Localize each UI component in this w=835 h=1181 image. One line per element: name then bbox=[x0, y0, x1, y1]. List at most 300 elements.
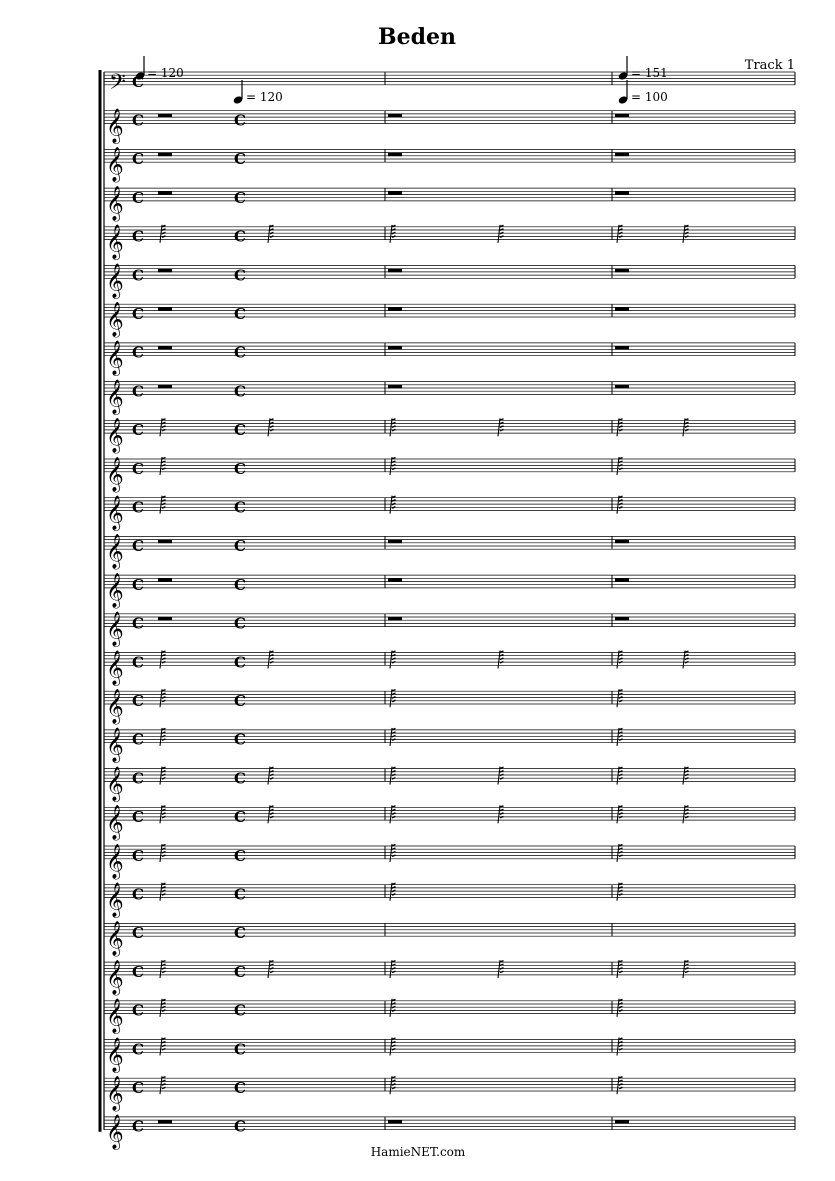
staff bbox=[104, 109, 795, 145]
flag-stem bbox=[390, 689, 392, 707]
flag-glyph bbox=[160, 767, 166, 785]
whole-rest-icon bbox=[388, 578, 402, 582]
flag-hook bbox=[619, 1010, 622, 1012]
flag-glyph bbox=[498, 651, 504, 669]
whole-rest-icon bbox=[388, 617, 402, 621]
flag-hook bbox=[162, 1006, 166, 1008]
flag-stem bbox=[390, 844, 392, 862]
time-signature: C bbox=[234, 575, 246, 594]
flag-hook bbox=[500, 662, 503, 664]
treble-clef-icon: 𝄞 bbox=[106, 882, 124, 918]
flag-glyph bbox=[390, 960, 396, 978]
flag-hook bbox=[685, 816, 688, 818]
treble-clef-icon: 𝄞 bbox=[106, 611, 124, 647]
staff bbox=[104, 650, 795, 686]
flag-hook bbox=[270, 662, 273, 664]
flag-hook bbox=[162, 429, 165, 431]
flag-glyph bbox=[498, 767, 504, 785]
flag-hook bbox=[162, 468, 165, 470]
flag-glyph bbox=[390, 844, 396, 862]
flag-stem bbox=[617, 689, 619, 707]
whole-rest-icon bbox=[388, 191, 402, 195]
flag-hook bbox=[685, 662, 688, 664]
flag-hook bbox=[619, 662, 622, 664]
flag-glyph bbox=[617, 1076, 623, 1094]
time-signature: C bbox=[234, 653, 246, 672]
time-signature: C bbox=[234, 614, 246, 633]
time-signature: C bbox=[132, 150, 144, 169]
tempo-text: = 100 bbox=[631, 90, 668, 104]
flag-stem bbox=[617, 1076, 619, 1094]
time-signature: C bbox=[132, 962, 144, 981]
flag-hook bbox=[500, 813, 504, 815]
treble-clef-icon: 𝄞 bbox=[106, 224, 124, 260]
flag-stem bbox=[390, 1038, 392, 1056]
flag-stem bbox=[390, 960, 392, 978]
score-title: Beden bbox=[378, 24, 456, 50]
flag-stem bbox=[498, 960, 500, 978]
whole-rest-icon bbox=[388, 1120, 402, 1124]
time-signature: C bbox=[132, 111, 144, 130]
flag-hook bbox=[392, 1087, 395, 1089]
flag-glyph bbox=[160, 457, 166, 475]
flag-glyph bbox=[683, 960, 689, 978]
flag-hook bbox=[619, 894, 622, 896]
flag-stem bbox=[617, 883, 619, 901]
whole-rest-icon bbox=[388, 385, 402, 389]
flag-glyph bbox=[390, 225, 396, 243]
time-signature: C bbox=[132, 924, 144, 943]
flag-stem bbox=[268, 960, 270, 978]
flag-glyph bbox=[617, 844, 623, 862]
flag-hook bbox=[162, 697, 166, 699]
flag-hook bbox=[162, 465, 166, 467]
flag-hook bbox=[619, 739, 622, 741]
staff bbox=[104, 263, 795, 299]
time-signature: C bbox=[234, 1040, 246, 1059]
flag-hook bbox=[270, 429, 273, 431]
flag-hook bbox=[619, 774, 623, 776]
flag-hook bbox=[392, 662, 395, 664]
flag-hook bbox=[619, 890, 623, 892]
flag-stem bbox=[390, 457, 392, 475]
flag-glyph bbox=[617, 225, 623, 243]
staff bbox=[104, 534, 795, 570]
treble-clef-icon: 𝄞 bbox=[106, 418, 124, 454]
flag-stem bbox=[498, 767, 500, 785]
flag-stem bbox=[617, 960, 619, 978]
flag-glyph bbox=[617, 689, 623, 707]
treble-clef-icon: 𝄞 bbox=[106, 921, 124, 957]
tempo-mark-second bbox=[233, 80, 283, 105]
treble-clef-icon: 𝄞 bbox=[106, 843, 124, 879]
flag-stem bbox=[160, 689, 162, 707]
flag-hook bbox=[162, 1087, 165, 1089]
time-signature: C bbox=[132, 1001, 144, 1020]
staff bbox=[104, 883, 795, 919]
flag-hook bbox=[500, 968, 504, 970]
flag-stem bbox=[160, 1038, 162, 1056]
flag-hook bbox=[162, 1010, 165, 1012]
flag-glyph bbox=[617, 728, 623, 746]
flag-hook bbox=[270, 778, 273, 780]
staff bbox=[104, 573, 795, 609]
staff bbox=[104, 457, 795, 493]
flag-hook bbox=[619, 426, 623, 428]
treble-clef-icon: 𝄞 bbox=[106, 1114, 124, 1150]
staff bbox=[104, 379, 795, 415]
flag-hook bbox=[500, 426, 504, 428]
time-signature: C bbox=[132, 1079, 144, 1097]
time-signature: C bbox=[132, 575, 144, 594]
flag-stem bbox=[160, 767, 162, 785]
flag-glyph bbox=[160, 1038, 166, 1056]
flag-glyph bbox=[683, 418, 689, 436]
time-signature: C bbox=[132, 692, 144, 710]
flag-glyph bbox=[160, 496, 166, 514]
time-signature: C bbox=[132, 614, 144, 633]
time-signature: C bbox=[234, 692, 246, 710]
time-signature: C bbox=[234, 846, 246, 865]
staff bbox=[104, 844, 795, 880]
instrument-label: Track 1 bbox=[744, 58, 795, 73]
whole-rest-icon bbox=[615, 346, 629, 350]
flag-stem bbox=[390, 883, 392, 901]
flag-hook bbox=[392, 429, 395, 431]
flag-stem bbox=[390, 999, 392, 1017]
flag-hook bbox=[392, 739, 395, 741]
flag-hook bbox=[162, 426, 166, 428]
flag-hook bbox=[392, 465, 396, 467]
time-signature: C bbox=[132, 382, 144, 401]
flag-hook bbox=[619, 1006, 623, 1008]
flag-hook bbox=[392, 894, 395, 896]
flag-hook bbox=[162, 232, 166, 234]
flag-hook bbox=[392, 1084, 396, 1086]
whole-rest-icon bbox=[615, 307, 629, 311]
flag-stem bbox=[160, 225, 162, 243]
flag-hook bbox=[392, 816, 395, 818]
footer-credit: HamieNET.com bbox=[370, 1145, 466, 1159]
flag-hook bbox=[619, 236, 622, 238]
flag-hook bbox=[392, 697, 396, 699]
flag-hook bbox=[392, 1049, 395, 1051]
flag-hook bbox=[392, 503, 396, 505]
flag-stem bbox=[160, 883, 162, 901]
flag-hook bbox=[500, 778, 503, 780]
flag-stem bbox=[683, 225, 685, 243]
flag-hook bbox=[162, 503, 166, 505]
flag-hook bbox=[619, 232, 623, 234]
treble-clef-icon: 𝄞 bbox=[106, 379, 124, 415]
treble-clef-icon: 𝄞 bbox=[106, 108, 124, 144]
flag-glyph bbox=[617, 457, 623, 475]
flag-glyph bbox=[617, 883, 623, 901]
flag-glyph bbox=[160, 960, 166, 978]
whole-rest-icon bbox=[158, 153, 172, 157]
flag-hook bbox=[392, 855, 395, 857]
flag-hook bbox=[685, 429, 688, 431]
flag-hook bbox=[500, 658, 504, 660]
staff bbox=[104, 1076, 795, 1112]
flag-stem bbox=[617, 418, 619, 436]
flag-hook bbox=[619, 503, 623, 505]
treble-clef-icon: 𝄞 bbox=[106, 689, 124, 724]
treble-clef-icon: 𝄞 bbox=[106, 805, 124, 841]
flag-hook bbox=[162, 890, 166, 892]
time-signature: C bbox=[234, 266, 246, 285]
flag-hook bbox=[619, 855, 622, 857]
flag-hook bbox=[392, 426, 396, 428]
staff bbox=[104, 805, 795, 841]
flag-hook bbox=[392, 468, 395, 470]
staff bbox=[104, 999, 795, 1035]
flag-hook bbox=[619, 1087, 622, 1089]
flag-glyph bbox=[390, 496, 396, 514]
whole-rest-icon bbox=[615, 269, 629, 273]
flag-stem bbox=[160, 651, 162, 669]
treble-clef-icon: 𝄞 bbox=[106, 534, 124, 570]
time-signature: C bbox=[234, 227, 246, 246]
whole-rest-icon bbox=[158, 307, 172, 311]
whole-rest-icon bbox=[388, 346, 402, 350]
flag-stem bbox=[617, 728, 619, 746]
time-signature: C bbox=[234, 962, 246, 981]
flag-stem bbox=[160, 999, 162, 1017]
time-signature: C bbox=[132, 1117, 144, 1136]
treble-clef-icon: 𝄞 bbox=[106, 1076, 124, 1111]
flag-stem bbox=[617, 1038, 619, 1056]
flag-stem bbox=[617, 457, 619, 475]
flag-stem bbox=[390, 225, 392, 243]
time-signature: C bbox=[234, 421, 246, 440]
flag-glyph bbox=[498, 418, 504, 436]
flag-glyph bbox=[617, 805, 623, 823]
flag-hook bbox=[500, 774, 504, 776]
flag-stem bbox=[160, 418, 162, 436]
whole-rest-icon bbox=[158, 540, 172, 544]
flag-glyph bbox=[498, 805, 504, 823]
bass-clef-icon: 𝄢 bbox=[109, 69, 126, 100]
whole-rest-icon bbox=[388, 269, 402, 273]
flag-hook bbox=[500, 232, 504, 234]
flag-hook bbox=[392, 774, 396, 776]
flag-hook bbox=[685, 813, 689, 815]
time-signature: C bbox=[132, 227, 144, 246]
flag-hook bbox=[685, 426, 689, 428]
whole-rest-icon bbox=[615, 114, 629, 118]
time-signature: C bbox=[132, 653, 144, 672]
flag-hook bbox=[162, 236, 165, 238]
flag-hook bbox=[619, 735, 623, 737]
whole-rest-icon bbox=[158, 385, 172, 389]
staff bbox=[104, 186, 795, 222]
flag-stem bbox=[390, 728, 392, 746]
flag-stem bbox=[390, 651, 392, 669]
treble-clef-icon: 𝄞 bbox=[106, 572, 124, 608]
whole-rest-icon bbox=[388, 307, 402, 311]
flag-glyph bbox=[160, 418, 166, 436]
flag-glyph bbox=[390, 805, 396, 823]
flag-glyph bbox=[160, 1076, 166, 1094]
time-signature: C bbox=[234, 150, 246, 169]
treble-clef-icon: 𝄞 bbox=[106, 302, 124, 337]
flag-hook bbox=[270, 232, 274, 234]
flag-glyph bbox=[683, 767, 689, 785]
flag-glyph bbox=[617, 651, 623, 669]
tempo-mark-third-b bbox=[618, 80, 668, 105]
flag-stem bbox=[268, 805, 270, 823]
staff bbox=[104, 496, 795, 532]
flag-hook bbox=[619, 968, 623, 970]
time-signature: C bbox=[234, 730, 246, 749]
flag-stem bbox=[160, 844, 162, 862]
flag-hook bbox=[619, 971, 622, 973]
flag-hook bbox=[392, 971, 395, 973]
time-signature: C bbox=[132, 421, 144, 440]
flag-hook bbox=[162, 739, 165, 741]
flag-hook bbox=[270, 658, 274, 660]
whole-rest-icon bbox=[615, 153, 629, 157]
flag-hook bbox=[162, 1045, 166, 1047]
flag-hook bbox=[162, 816, 165, 818]
flag-glyph bbox=[160, 999, 166, 1017]
flag-glyph bbox=[390, 457, 396, 475]
flag-glyph bbox=[617, 418, 623, 436]
flag-hook bbox=[619, 700, 622, 702]
flag-hook bbox=[392, 813, 396, 815]
whole-rest-icon bbox=[615, 540, 629, 544]
tempo-mark-third-a bbox=[618, 56, 668, 81]
flag-stem bbox=[498, 805, 500, 823]
flag-hook bbox=[270, 813, 274, 815]
flag-hook bbox=[392, 236, 395, 238]
flag-stem bbox=[617, 651, 619, 669]
flag-glyph bbox=[390, 418, 396, 436]
treble-clef-icon: 𝄞 bbox=[106, 650, 124, 686]
flag-hook bbox=[685, 971, 688, 973]
flag-hook bbox=[392, 1010, 395, 1012]
tempo-text: = 120 bbox=[147, 66, 184, 80]
flag-hook bbox=[392, 232, 396, 234]
flag-stem bbox=[390, 767, 392, 785]
treble-clef-icon: 𝄞 bbox=[106, 727, 124, 763]
flag-stem bbox=[268, 418, 270, 436]
time-signature: C bbox=[234, 305, 246, 323]
whole-rest-icon bbox=[158, 346, 172, 350]
time-signature: C bbox=[132, 498, 144, 517]
staff bbox=[104, 1037, 795, 1073]
flag-hook bbox=[392, 852, 396, 854]
flag-glyph bbox=[683, 225, 689, 243]
flag-hook bbox=[270, 426, 274, 428]
flag-hook bbox=[162, 658, 166, 660]
time-signature: C bbox=[234, 188, 246, 207]
time-signature: C bbox=[234, 885, 246, 904]
flag-stem bbox=[617, 999, 619, 1017]
flag-stem bbox=[498, 418, 500, 436]
treble-clef-icon: 𝄞 bbox=[106, 998, 124, 1034]
whole-rest-icon bbox=[158, 1120, 172, 1124]
flag-glyph bbox=[498, 960, 504, 978]
flag-hook bbox=[162, 852, 166, 854]
time-signature: C bbox=[234, 537, 246, 556]
flag-hook bbox=[685, 658, 689, 660]
flag-hook bbox=[270, 971, 273, 973]
treble-clef-icon: 𝄞 bbox=[106, 185, 124, 221]
flag-stem bbox=[498, 651, 500, 669]
flag-hook bbox=[392, 1006, 396, 1008]
flag-stem bbox=[390, 496, 392, 514]
flag-stem bbox=[160, 496, 162, 514]
flag-hook bbox=[392, 735, 396, 737]
staff-system bbox=[100, 70, 795, 1151]
flag-glyph bbox=[683, 805, 689, 823]
flag-hook bbox=[500, 816, 503, 818]
flag-hook bbox=[619, 465, 623, 467]
flag-stem bbox=[617, 225, 619, 243]
flag-hook bbox=[619, 1049, 622, 1051]
flag-stem bbox=[160, 728, 162, 746]
flag-glyph bbox=[498, 225, 504, 243]
flag-stem bbox=[617, 496, 619, 514]
flag-stem bbox=[683, 805, 685, 823]
flag-hook bbox=[619, 468, 622, 470]
staff bbox=[104, 302, 795, 338]
time-signature: C bbox=[132, 846, 144, 865]
staff bbox=[104, 225, 795, 261]
time-signature: C bbox=[234, 382, 246, 401]
flag-glyph bbox=[160, 844, 166, 862]
treble-clef-icon: 𝄞 bbox=[106, 959, 124, 995]
staff bbox=[104, 766, 795, 802]
time-signature: C bbox=[132, 305, 144, 323]
flag-glyph bbox=[160, 651, 166, 669]
flag-glyph bbox=[390, 689, 396, 707]
time-signature: C bbox=[132, 885, 144, 904]
flag-hook bbox=[392, 890, 396, 892]
flag-hook bbox=[162, 774, 166, 776]
flag-stem bbox=[390, 418, 392, 436]
time-signature: C bbox=[132, 343, 144, 362]
flag-hook bbox=[619, 778, 622, 780]
tempo-text: = 151 bbox=[631, 66, 668, 80]
whole-rest-icon bbox=[615, 578, 629, 582]
flag-glyph bbox=[390, 1038, 396, 1056]
treble-clef-icon: 𝄞 bbox=[106, 147, 124, 183]
flag-stem bbox=[160, 805, 162, 823]
whole-rest-icon bbox=[158, 617, 172, 621]
flag-hook bbox=[619, 813, 623, 815]
flag-stem bbox=[268, 225, 270, 243]
flag-hook bbox=[685, 774, 689, 776]
time-signature: C bbox=[132, 537, 144, 556]
treble-clef-icon: 𝄞 bbox=[106, 263, 124, 299]
time-signature: C bbox=[234, 343, 246, 362]
flag-hook bbox=[392, 700, 395, 702]
whole-rest-icon bbox=[158, 191, 172, 195]
flag-glyph bbox=[617, 960, 623, 978]
staff bbox=[104, 921, 795, 957]
time-signature: C bbox=[132, 769, 144, 788]
flag-glyph bbox=[268, 651, 274, 669]
whole-rest-icon bbox=[158, 578, 172, 582]
flag-hook bbox=[619, 697, 623, 699]
time-signature: C bbox=[132, 730, 144, 749]
flag-hook bbox=[392, 778, 395, 780]
whole-rest-icon bbox=[615, 617, 629, 621]
whole-rest-icon bbox=[388, 153, 402, 157]
